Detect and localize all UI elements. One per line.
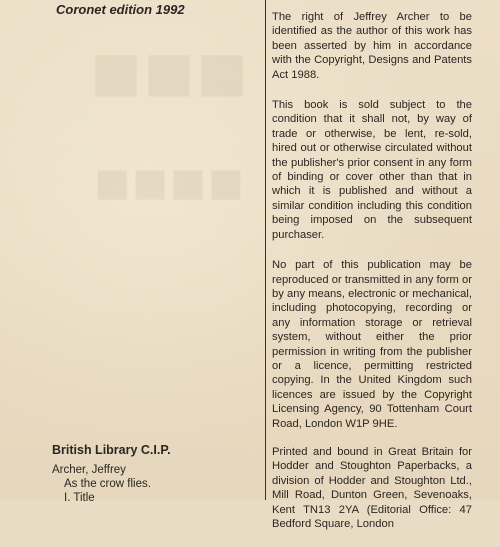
cip-author: Archer, Jeffrey xyxy=(52,464,126,476)
moral-rights-paragraph: The right of Jeffrey Archer to be identified as the author of this work has been asserted by him in accordance with the Copyright, Designs and Patents Act 1988. xyxy=(272,11,472,81)
cip-title: As the crow flies. xyxy=(64,478,151,490)
cip-entry xyxy=(52,463,252,505)
resale-condition-paragraph: This book is sold subject to the condition that it shall not, by way of trade or otherwise, be lent, re-sold, hired out or otherwise circulated without the publisher's prior consent in any form of binding or cover other than that in which it is published and without a similar condition including this condition being imposed on the subsequent purchaser. xyxy=(272,99,472,241)
show-through-subtitle: ■■■■ xyxy=(94,160,246,204)
column-divider xyxy=(265,0,266,500)
cip-heading: British Library C.I.P. xyxy=(52,443,171,457)
edition-line: Coronet edition 1992 xyxy=(56,2,185,17)
cip-subject: I. Title xyxy=(64,492,95,504)
show-through-title: ■■■ xyxy=(90,40,250,103)
copyright-column xyxy=(272,10,472,547)
reproduction-notice-paragraph: No part of this publication may be reproduced or transmitted in any form or by any means, electronic or mechanical, including photocopying, recording or any information storage or retrieval system, without either the prior permission in writing from the publisher or a licence, permitting restricted copying. In the United Kingdom such licences are issued by the Copyright Licensing Agency, 90 Tottenham Court Road, London W1P 9HE. xyxy=(272,259,472,430)
printer-paragraph: Printed and bound in Great Britain for Hodder and Stoughton Paperbacks, a division of Hodder and Stoughton Ltd., Mill Road, Dunton Green, Sevenoaks, Kent TN13 2YA (Editorial Office: 47 Bedford Square, London xyxy=(272,445,472,530)
